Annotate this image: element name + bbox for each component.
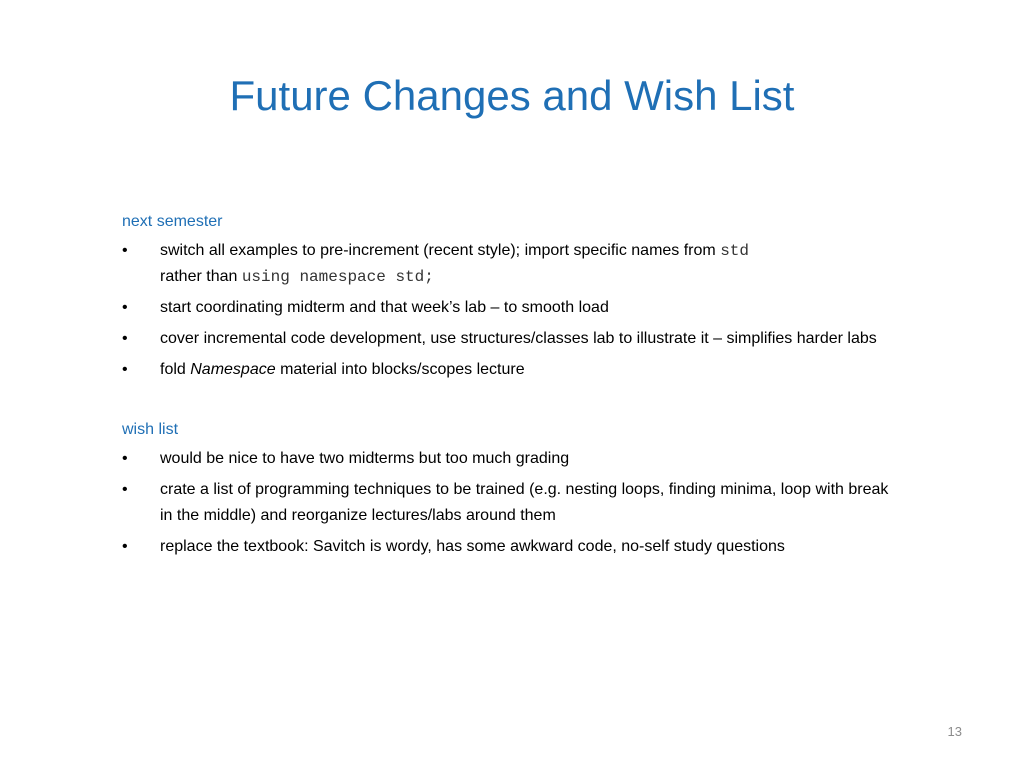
list-item xyxy=(122,238,902,290)
wish-list xyxy=(122,446,902,560)
code-using-namespace: using namespace std; xyxy=(241,268,434,286)
bullet-icon: • xyxy=(122,450,128,467)
bullet-text: fold xyxy=(160,361,191,378)
bullet-text: material into blocks/scopes lecture xyxy=(275,361,525,378)
bullet-icon: • xyxy=(122,481,128,498)
list-item xyxy=(122,326,902,352)
list-item xyxy=(122,357,902,383)
list-item xyxy=(122,534,902,560)
bullet-text: cover incremental code development, use structures/classes lab to illustrate it – simplifies harder labs xyxy=(160,330,877,347)
bullet-text: would be nice to have two midterms but too much grading xyxy=(160,450,570,467)
bullet-icon: • xyxy=(122,538,128,555)
bullet-icon: • xyxy=(122,299,128,316)
bullet-text: start coordinating midterm and that week’s lab – to smooth load xyxy=(160,299,609,316)
section-heading-next-semester: next semester xyxy=(122,213,223,230)
section-heading-wish-list: wish list xyxy=(122,421,179,438)
bullet-icon: • xyxy=(122,330,128,347)
list-item xyxy=(122,446,902,472)
list-item xyxy=(122,295,902,321)
bullet-text: crate a list of programming techniques to be trained (e.g. nesting loops, finding minima, loop with break in the middle) and reorganize lectures/labs around them xyxy=(160,481,889,524)
next-semester-list xyxy=(122,238,902,383)
bullet-text: rather than xyxy=(160,268,242,285)
emphasis-namespace: Namespace xyxy=(190,361,276,378)
slide-title: Future Changes and Wish List xyxy=(229,72,795,119)
bullet-text: switch all examples to pre-increment (recent style); import specific names from xyxy=(160,242,721,259)
bullet-text: replace the textbook: Savitch is wordy, has some awkward code, no-self study questions xyxy=(160,538,785,555)
slide-content xyxy=(122,210,902,565)
page-number: 13 xyxy=(947,724,962,739)
list-item xyxy=(122,477,902,529)
bullet-icon: • xyxy=(122,361,128,378)
code-std: std xyxy=(720,242,749,260)
bullet-icon: • xyxy=(122,242,128,259)
